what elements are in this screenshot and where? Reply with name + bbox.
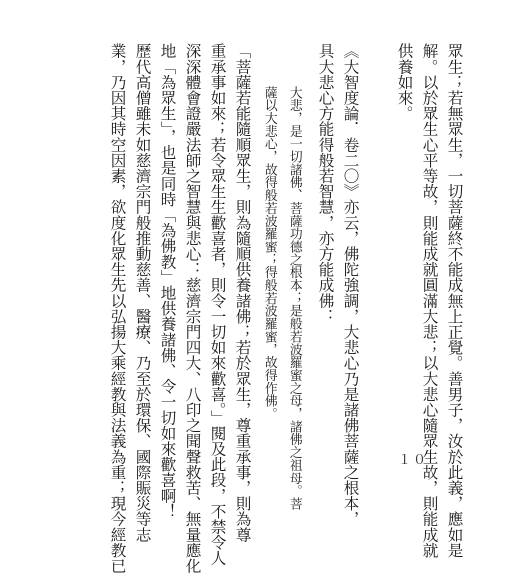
text-column-5: 具大悲心方能得般若智慧，亦方能成佛： bbox=[316, 43, 335, 324]
text-column-10: 歷代高僧雖未如慈濟宗門般推動慈善、醫療、乃至於環保、國際賑災等志 bbox=[133, 43, 152, 543]
quote-column-1: 大悲，是一切諸佛、菩薩功德之根本；是般若波羅蜜之母，諸佛之祖母。菩 bbox=[286, 86, 302, 511]
text-column-8: 深深體會證嚴法師之智慧與悲心：慈濟宗門四大、八印之聞聲救苦、無量應化 bbox=[183, 43, 202, 573]
text-column-1: 眾生；若無眾生，一切菩薩終不能成無上正覺。善男子，汝於此義，應如是 bbox=[445, 43, 464, 558]
text-column-11: 業，乃因其時空因素，欲度化眾生先以弘揚大乘經教與法義為重；現今經教已 bbox=[108, 43, 127, 573]
text-column-7: 重承事如來；若令眾生生歡喜者，則令一切如來歡喜。」閱及此段，不禁令人 bbox=[208, 43, 227, 566]
text-column-4: 《大智度論．卷二〇》亦云，佛陀強調，大悲心乃是諸佛菩薩之根本， bbox=[341, 43, 360, 527]
page-number: １０ bbox=[398, 453, 429, 468]
quote-column-2: 薩以大悲心，故得般若波羅蜜；得般若波羅蜜，故得作佛。 bbox=[261, 86, 277, 421]
text-column-6: 「菩薩若能隨順眾生，則為隨順供養諸佛；若於眾生，尊重承事，則為尊 bbox=[233, 43, 252, 543]
text-column-3: 供養如來。 bbox=[395, 43, 414, 121]
text-column-9: 地「為眾生」，也是同時「為佛教」地供養諸佛、令一切如來歡喜啊！ bbox=[158, 43, 177, 519]
text-column-2: 解。以於眾生心平等故，則能成就圓滿大悲；以大悲心隨眾生故，則能成就 bbox=[420, 43, 439, 558]
